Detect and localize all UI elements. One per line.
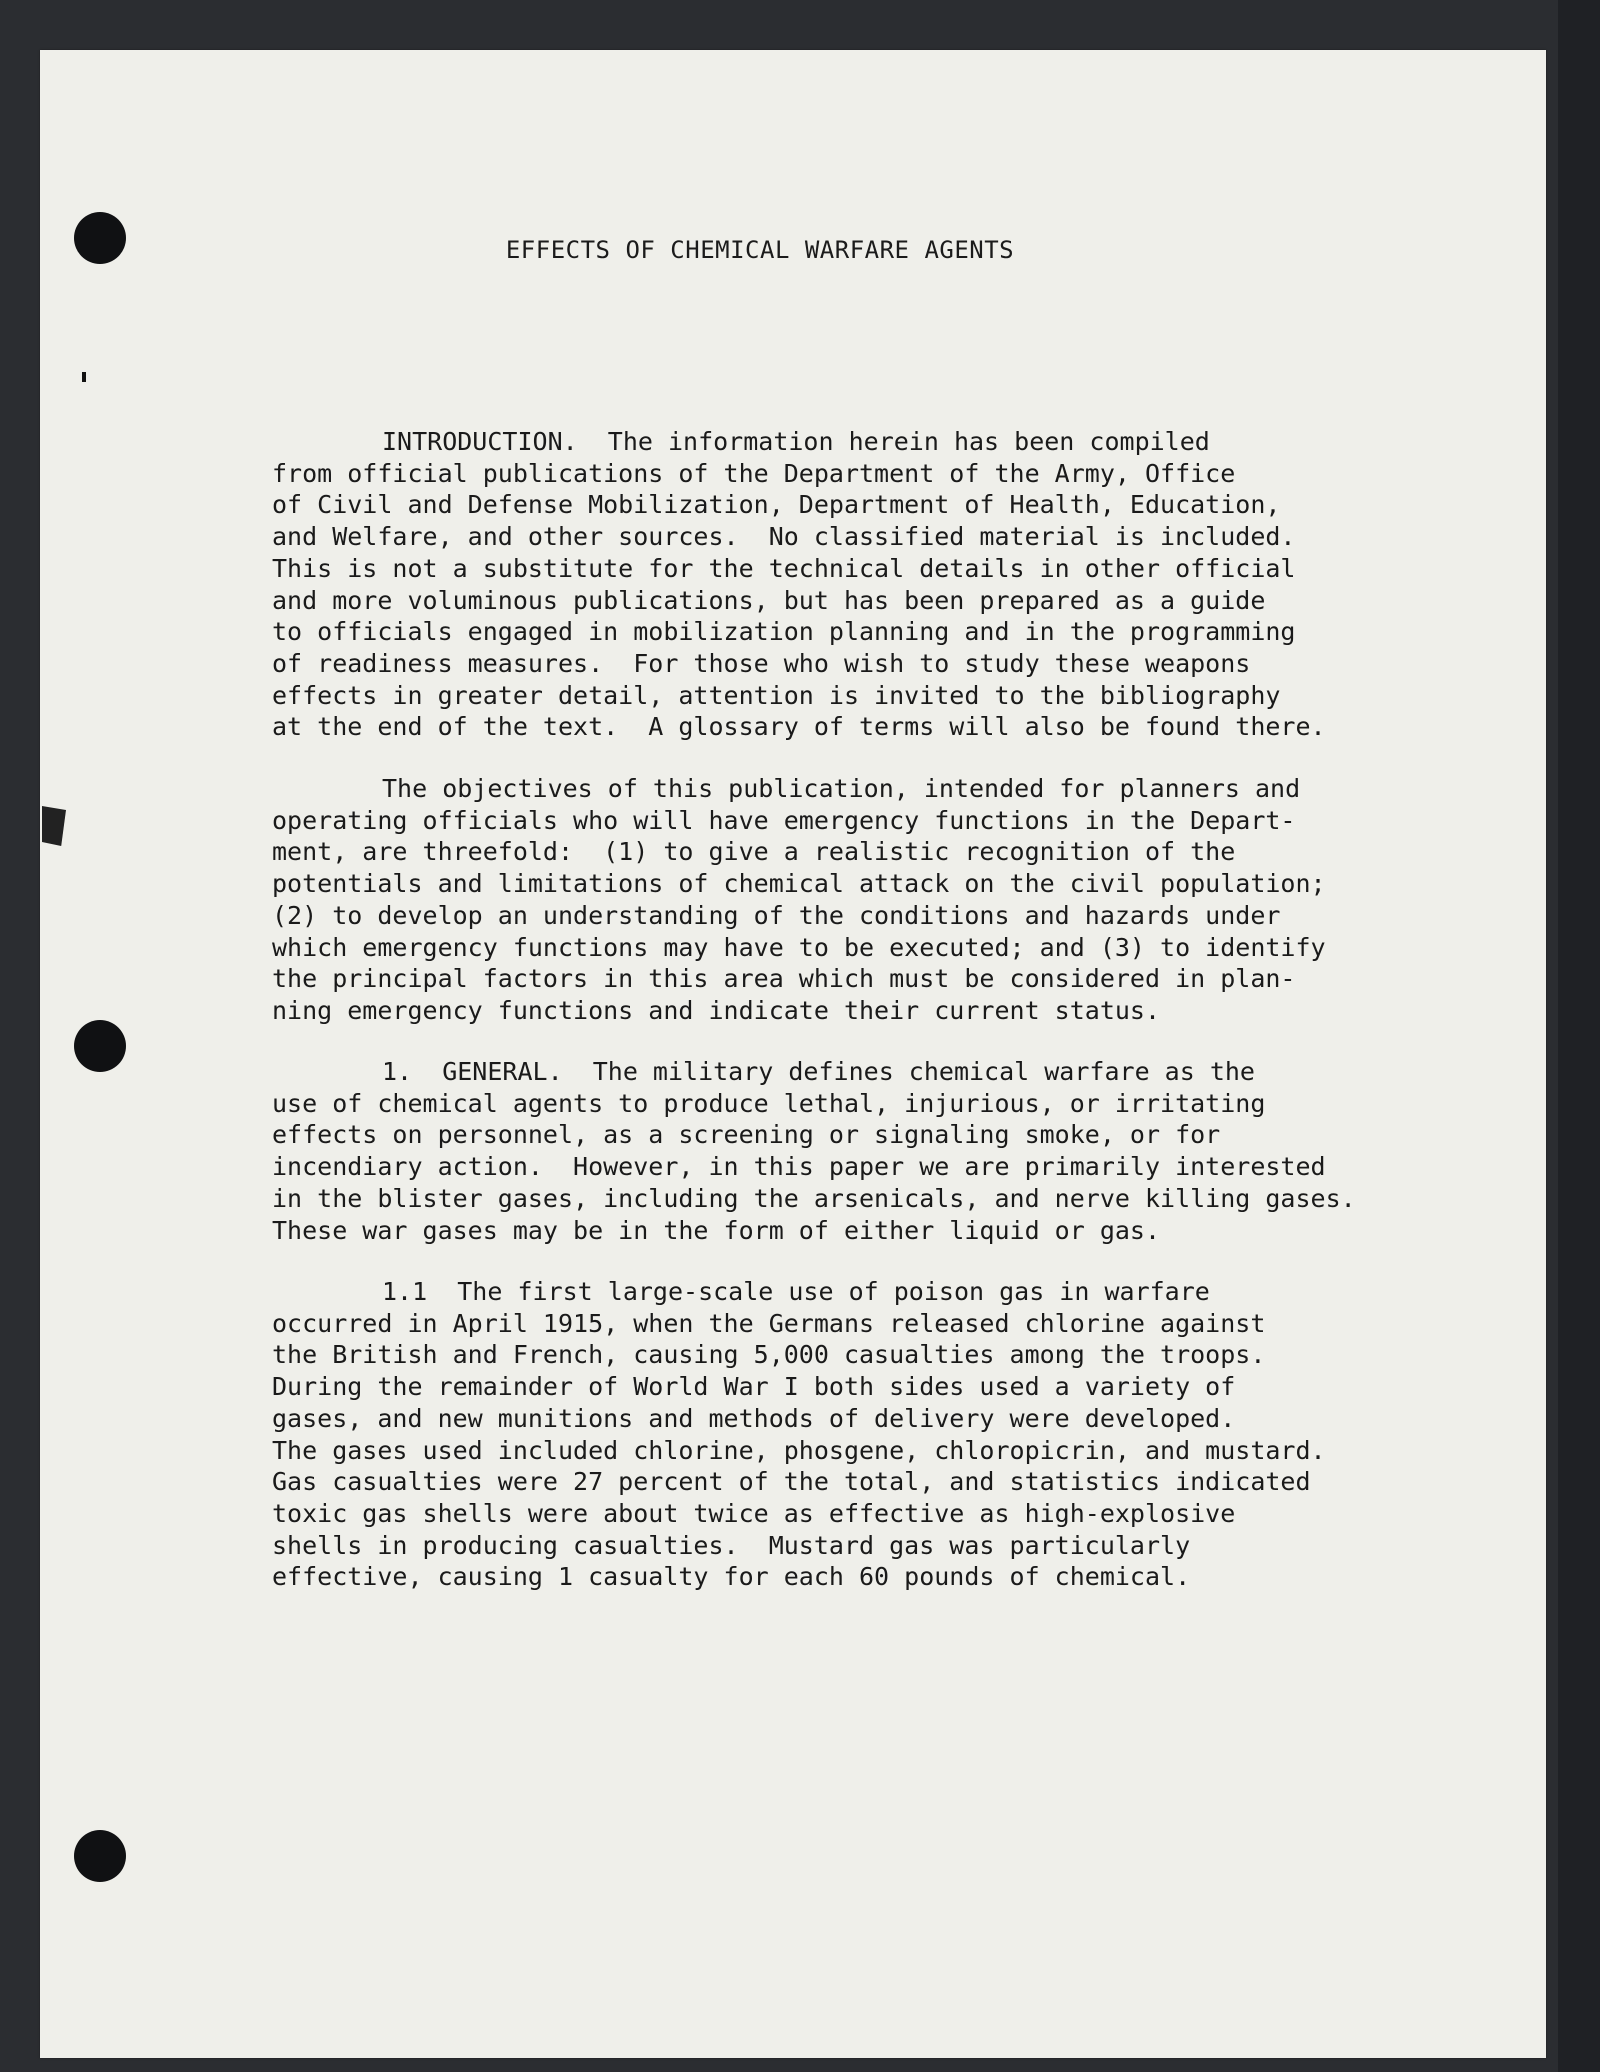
objectives-paragraph: [272, 773, 1412, 1027]
document-page: [40, 50, 1546, 2058]
punch-hole-middle: [74, 1020, 126, 1072]
paragraph-line: from official publications of the Department of the Army, Office: [272, 458, 1236, 488]
paragraph-line: occurred in April 1915, when the Germans released chlorine against: [272, 1308, 1266, 1338]
paragraph-line: 1. GENERAL. The military defines chemical warfare as the: [382, 1057, 1255, 1086]
paragraph-line: During the remainder of World War I both sides used a variety of: [272, 1372, 1236, 1402]
paragraph-line: Gas casualties were 27 percent of the total, and statistics indicated: [272, 1467, 1311, 1497]
introduction-paragraph: [272, 426, 1412, 743]
paragraph-line: use of chemical agents to produce lethal, injurious, or irritating: [272, 1088, 1266, 1118]
scanner-edge: [1558, 0, 1600, 2072]
paragraph-line: the British and French, causing 5,000 casualties among the troops.: [272, 1340, 1266, 1370]
paragraph-line: the principal factors in this area which must be considered in plan-: [272, 964, 1296, 994]
paragraph-line: and Welfare, and other sources. No classified material is included.: [272, 522, 1296, 552]
paragraph-line: The gases used included chlorine, phosgene, chloropicrin, and mustard.: [272, 1435, 1326, 1465]
paragraph-line: in the blister gases, including the arsenicals, and nerve killing gases.: [272, 1183, 1356, 1213]
paragraph-line: and more voluminous publications, but has been prepared as a guide: [272, 585, 1266, 615]
paragraph-line: incendiary action. However, in this paper we are primarily interested: [272, 1152, 1326, 1182]
history-paragraph: [272, 1276, 1412, 1593]
paragraph-line: These war gases may be in the form of either liquid or gas.: [272, 1215, 1161, 1245]
paragraph-line: effects on personnel, as a screening or signaling smoke, or for: [272, 1120, 1221, 1150]
paragraph-line: toxic gas shells were about twice as effective as high-explosive: [272, 1498, 1236, 1528]
paragraph-line: ning emergency functions and indicate their current status.: [272, 995, 1161, 1025]
paragraph-line: The objectives of this publication, intended for planners and: [382, 774, 1301, 803]
paragraph-line: shells in producing casualties. Mustard gas was particularly: [272, 1530, 1191, 1560]
paragraph-line: INTRODUCTION. The information herein has been compiled: [382, 427, 1210, 456]
paragraph-line: operating officials who will have emergency functions in the Depart-: [272, 805, 1296, 835]
paper-mark: [82, 372, 86, 382]
paragraph-line: (2) to develop an understanding of the conditions and hazards under: [272, 900, 1281, 930]
paragraph-line: gases, and new munitions and methods of delivery were developed.: [272, 1403, 1236, 1433]
paragraph-line: of readiness measures. For those who wish to study these weapons: [272, 648, 1251, 678]
paragraph-line: This is not a substitute for the technical details in other official: [272, 553, 1296, 583]
paragraph-line: at the end of the text. A glossary of terms will also be found there.: [272, 712, 1326, 742]
general-paragraph: [272, 1056, 1412, 1246]
punch-hole-bottom: [74, 1830, 126, 1882]
paragraph-line: which emergency functions may have to be executed; and (3) to identify: [272, 932, 1326, 962]
paragraph-line: to officials engaged in mobilization planning and in the programming: [272, 617, 1296, 647]
paragraph-line: effects in greater detail, attention is invited to the bibliography: [272, 680, 1281, 710]
document-title: EFFECTS OF CHEMICAL WARFARE AGENTS: [505, 236, 1015, 264]
paragraph-line: of Civil and Defense Mobilization, Department of Health, Education,: [272, 490, 1281, 520]
paragraph-line: potentials and limitations of chemical attack on the civil population;: [272, 869, 1326, 899]
paragraph-line: ment, are threefold: (1) to give a realistic recognition of the: [272, 837, 1236, 867]
paragraph-line: 1.1 The first large-scale use of poison gas in warfare: [382, 1277, 1210, 1306]
paragraph-line: effective, causing 1 casualty for each 60 pounds of chemical.: [272, 1562, 1191, 1592]
paper-tear: [42, 806, 66, 846]
